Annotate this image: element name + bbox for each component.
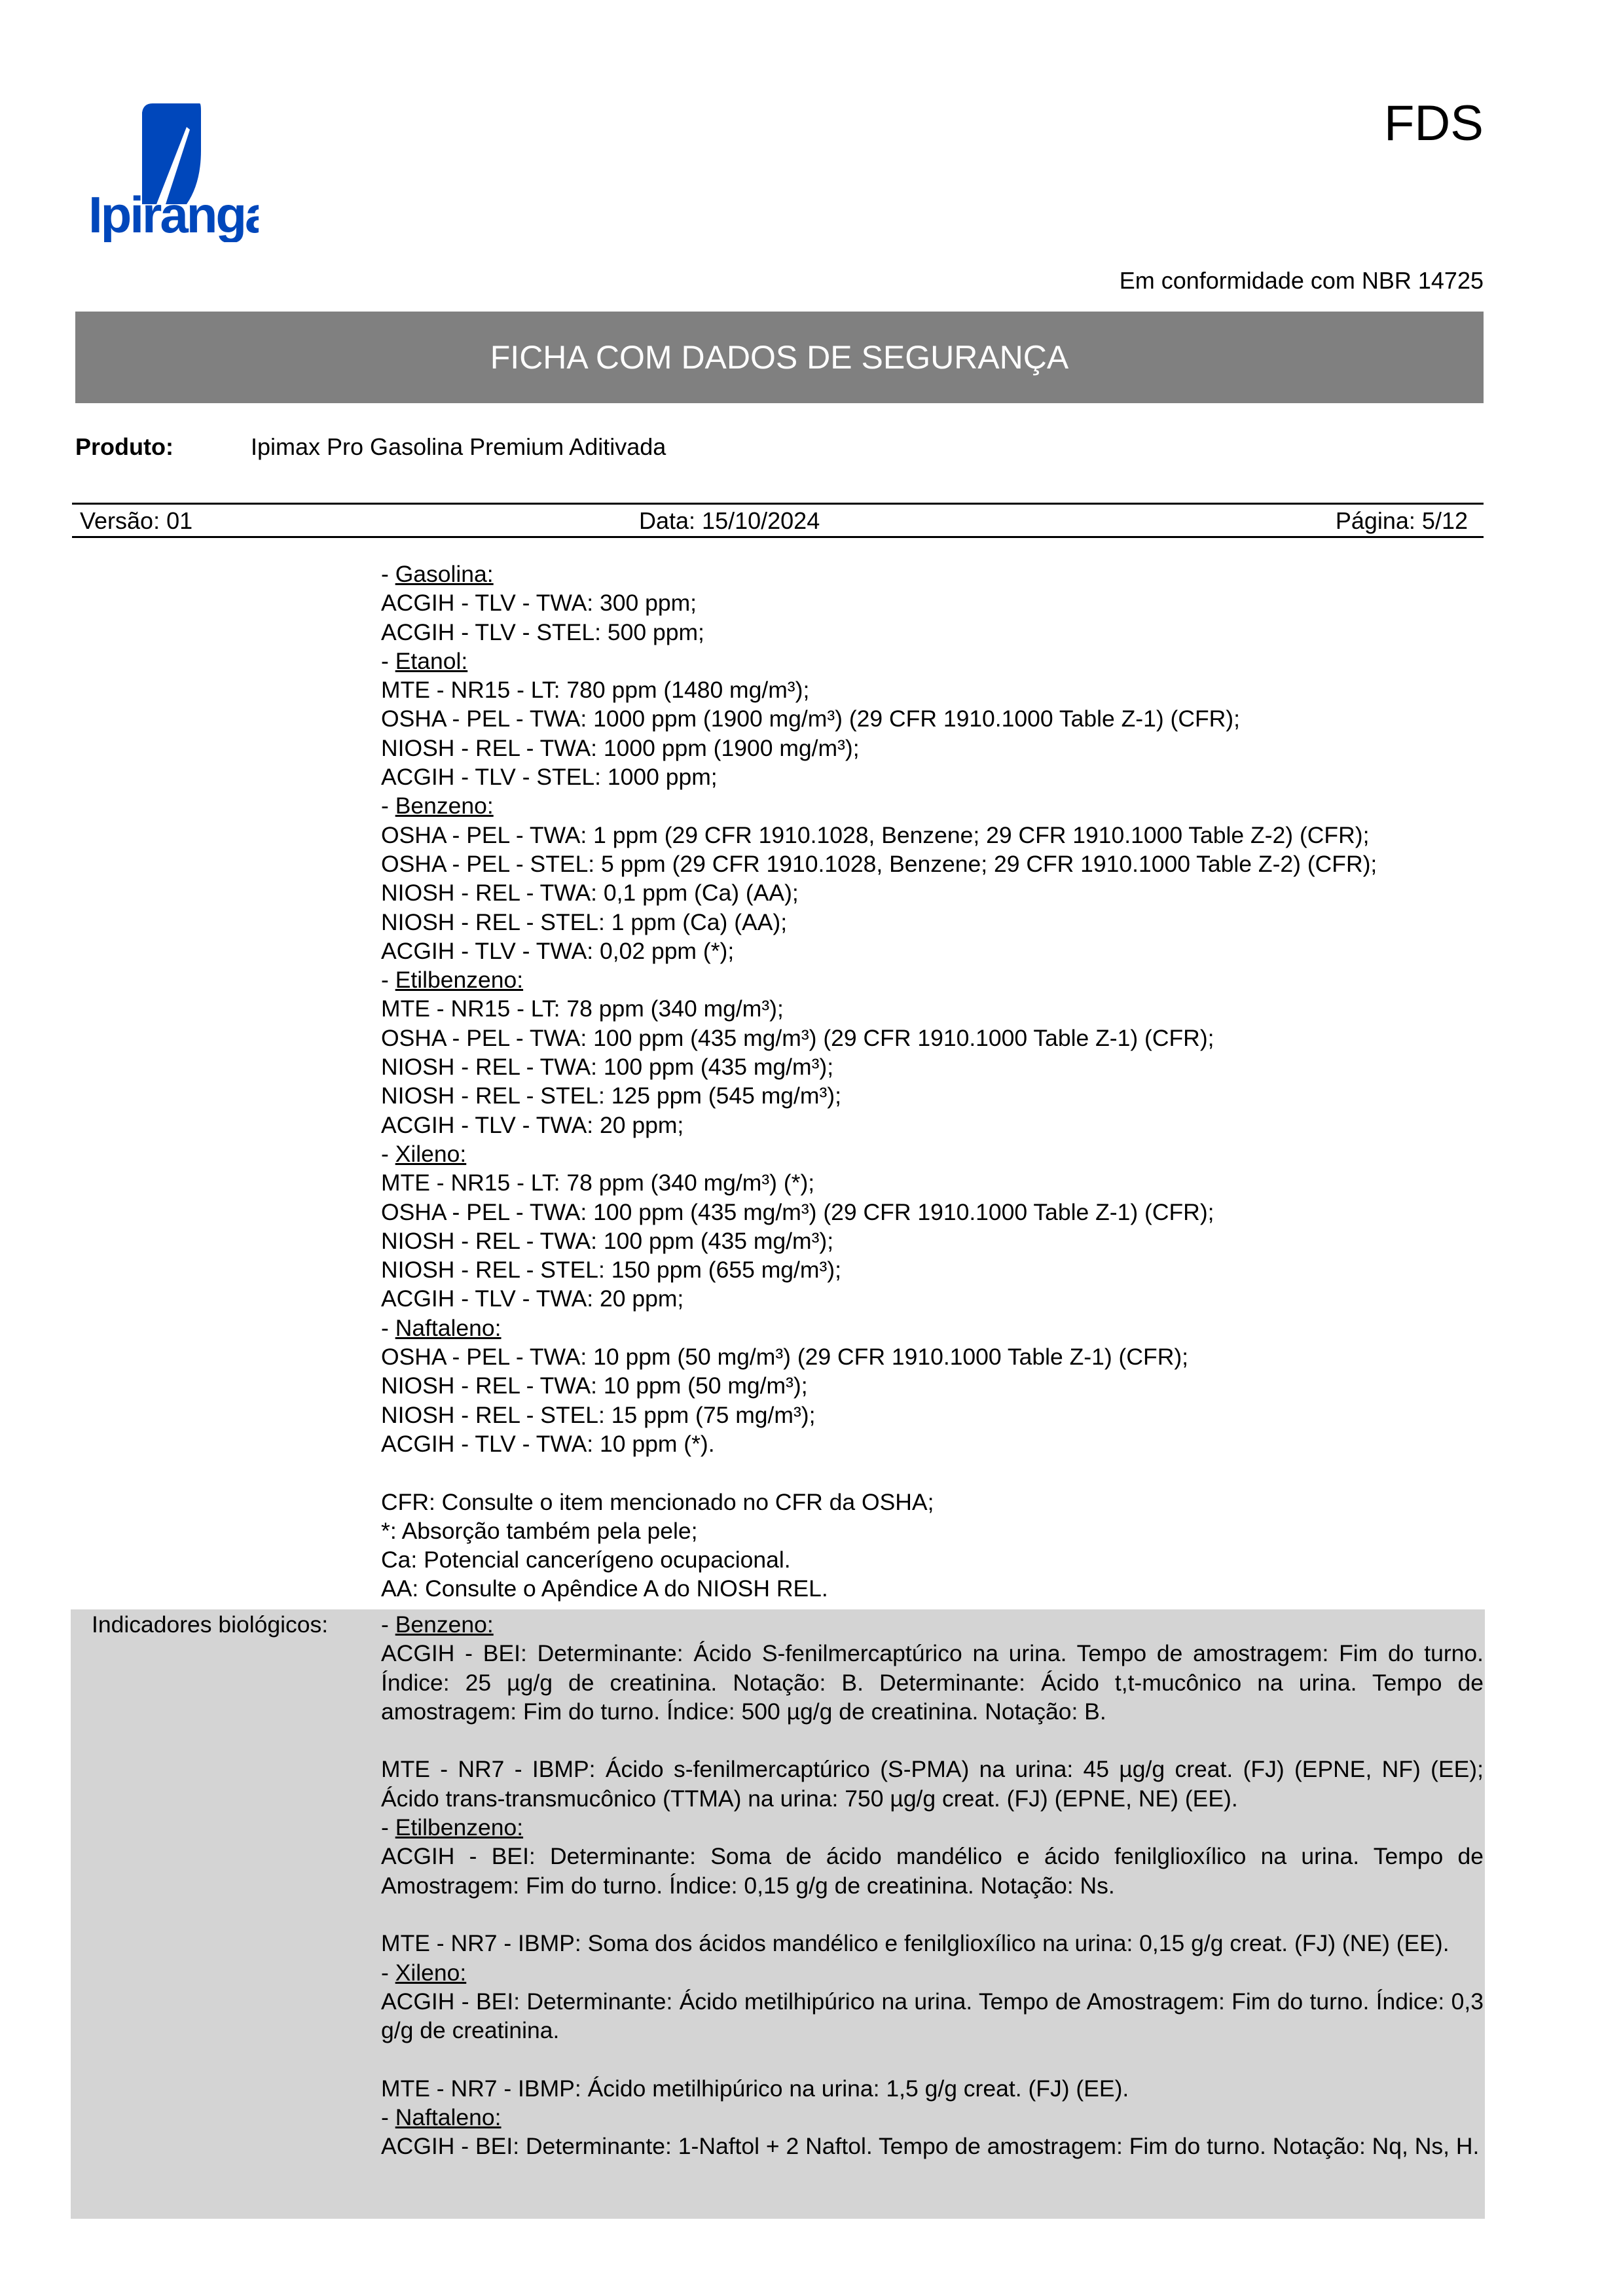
spacer — [381, 1458, 1484, 1487]
bio-paragraph: ACGIH - BEI: Determinante: Ácido S-fenilmercaptúrico na urina. Tempo de amostragem: Fim do turno. Índice: 25 µg/g de creatinina. Notação: B. Determinante: Ácido t,t-mucônico na urina. Tempo de amostragem: Fim do turno. Índice: 500 µg/g de creatinina. Notação: B. — [381, 1640, 1484, 1725]
limit-line: MTE - NR15 - LT: 780 ppm (1480 mg/m³); — [381, 677, 810, 704]
note-line: CFR: Consulte o item mencionado no CFR da OSHA; — [381, 1488, 934, 1515]
limit-line: NIOSH - REL - TWA: 100 ppm (435 mg/m³); — [381, 1054, 834, 1081]
compliance-note: Em conformidade com NBR 14725 — [1119, 267, 1484, 294]
spacer — [381, 1900, 1484, 1929]
spacer — [381, 2045, 1484, 2073]
limit-line: OSHA - PEL - TWA: 1000 ppm (1900 mg/m³) (29 CFR 1910.1000 Table Z-1) (CFR); — [381, 706, 1240, 732]
limit-line: NIOSH - REL - TWA: 0,1 ppm (Ca) (AA); — [381, 880, 799, 906]
limit-line: NIOSH - REL - TWA: 100 ppm (435 mg/m³); — [381, 1227, 834, 1254]
substance-heading: - Benzeno: — [381, 793, 494, 819]
substance-name: Benzeno: — [395, 793, 494, 819]
exposure-limits — [381, 560, 1484, 1604]
limit-line: ACGIH - TLV - TWA: 300 ppm; — [381, 590, 697, 617]
substance-name: Naftaleno: — [395, 1314, 501, 1341]
date: Data: 15/10/2024 — [639, 507, 820, 534]
limit-line: ACGIH - TLV - STEL: 1000 ppm; — [381, 764, 718, 791]
limit-line: OSHA - PEL - STEL: 5 ppm (29 CFR 1910.1028, Benzene; 29 CFR 1910.1000 Table Z-2) (CFR); — [381, 850, 1377, 877]
limit-line: OSHA - PEL - TWA: 100 ppm (435 mg/m³) (29 CFR 1910.1000 Table Z-1) (CFR); — [381, 1024, 1214, 1051]
substance-name: Etilbenzeno: — [395, 967, 524, 994]
spacer — [381, 1726, 1484, 1755]
substance-name: Etanol: — [395, 647, 468, 674]
bio-paragraph: MTE - NR7 - IBMP: Soma dos ácidos mandélico e fenilglioxílico na urina: 0,15 g/g creat. (FJ) (NE) (EE). — [381, 1930, 1450, 1957]
banner-title: FICHA COM DADOS DE SEGURANÇA — [490, 339, 1069, 376]
svg-text:Ipiranga: Ipiranga — [88, 186, 259, 242]
bio-paragraph: MTE - NR7 - IBMP: Ácido s-fenilmercaptúrico (S-PMA) na urina: 45 µg/g creat. (FJ) (EPNE, NF) (EE); Ácido trans-transmucônico (TTMA) na urina: 750 µg/g creat. (FJ) (EPNE, NE) (EE). — [381, 1756, 1484, 1812]
substance-name: Xileno: — [395, 1140, 467, 1167]
ipiranga-logo — [88, 98, 259, 242]
biological-indicators — [381, 1610, 1484, 2161]
page-number: Página: 5/12 — [1335, 507, 1468, 534]
product-label: Produto: — [75, 433, 173, 460]
substance-heading: - Etilbenzeno: — [381, 967, 524, 994]
substance-name: Gasolina: — [395, 561, 494, 587]
substance-name: Etilbenzeno: — [395, 1814, 524, 1841]
bio-paragraph: ACGIH - BEI: Determinante: 1-Naftol + 2 Naftol. Tempo de amostragem: Fim do turno. Notação: Nq, Ns, H. — [381, 2133, 1480, 2160]
limit-line: NIOSH - REL - STEL: 15 ppm (75 mg/m³); — [381, 1401, 816, 1428]
substance-name: Xileno: — [395, 1959, 467, 1986]
limit-line: ACGIH - TLV - TWA: 0,02 ppm (*); — [381, 937, 735, 964]
limit-line: NIOSH - REL - TWA: 10 ppm (50 mg/m³); — [381, 1372, 808, 1399]
version: Versão: 01 — [80, 507, 193, 534]
bio-paragraph: MTE - NR7 - IBMP: Ácido metilhipúrico na urina: 1,5 g/g creat. (FJ) (EE). — [381, 2075, 1129, 2102]
limit-line: OSHA - PEL - TWA: 10 ppm (50 mg/m³) (29 CFR 1910.1000 Table Z-1) (CFR); — [381, 1344, 1189, 1371]
limit-line: MTE - NR15 - LT: 78 ppm (340 mg/m³) (*); — [381, 1170, 815, 1196]
note-line: Ca: Potencial cancerígeno ocupacional. — [381, 1547, 791, 1573]
substance-heading: - Etilbenzeno: — [381, 1814, 524, 1841]
substance-heading: - Gasolina: — [381, 561, 494, 587]
substance-heading: - Benzeno: — [381, 1611, 494, 1638]
substance-heading: - Xileno: — [381, 1140, 467, 1167]
bio-label: Indicadores biológicos: — [92, 1611, 329, 1638]
bio-paragraph: ACGIH - BEI: Determinante: Soma de ácido mandélico e ácido fenilglioxílico na urina. Tempo de Amostragem: Fim do turno. Índice: 0,15 g/g de creatinina. Notação: Ns. — [381, 1843, 1484, 1899]
limit-line: NIOSH - REL - STEL: 125 ppm (545 mg/m³); — [381, 1083, 841, 1109]
substance-heading: - Naftaleno: — [381, 2104, 501, 2131]
bio-paragraph: ACGIH - BEI: Determinante: Ácido metilhipúrico na urina. Tempo de Amostragem: Fim do turno. Índice: 0,3 g/g de creatinina. — [381, 1988, 1484, 2044]
document-code: FDS — [1384, 96, 1484, 151]
product-value: Ipimax Pro Gasolina Premium Aditivada — [251, 433, 666, 460]
substance-heading: - Xileno: — [381, 1959, 467, 1986]
limit-line: ACGIH - TLV - TWA: 20 ppm; — [381, 1285, 684, 1312]
note-line: *: Absorção também pela pele; — [381, 1517, 698, 1544]
substance-heading: - Etanol: — [381, 647, 468, 674]
substance-name: Naftaleno: — [395, 2104, 501, 2131]
limit-line: ACGIH - TLV - STEL: 500 ppm; — [381, 619, 704, 645]
limit-line: OSHA - PEL - TWA: 1 ppm (29 CFR 1910.1028, Benzene; 29 CFR 1910.1000 Table Z-2) (CFR); — [381, 821, 1370, 848]
limit-line: NIOSH - REL - STEL: 150 ppm (655 mg/m³); — [381, 1257, 841, 1283]
substance-heading: - Naftaleno: — [381, 1314, 501, 1341]
limit-line: ACGIH - TLV - TWA: 10 ppm (*). — [381, 1430, 715, 1457]
limit-line: ACGIH - TLV - TWA: 20 ppm; — [381, 1111, 684, 1138]
substance-name: Benzeno: — [395, 1611, 494, 1638]
document-meta-bar — [72, 503, 1484, 538]
note-line: AA: Consulte o Apêndice A do NIOSH REL. — [381, 1575, 828, 1602]
title-banner — [75, 312, 1484, 403]
limit-line: NIOSH - REL - STEL: 1 ppm (Ca) (AA); — [381, 908, 788, 935]
limit-line: NIOSH - REL - TWA: 1000 ppm (1900 mg/m³); — [381, 734, 860, 761]
limit-line: OSHA - PEL - TWA: 100 ppm (435 mg/m³) (29 CFR 1910.1000 Table Z-1) (CFR); — [381, 1198, 1214, 1225]
limit-line: MTE - NR15 - LT: 78 ppm (340 mg/m³); — [381, 996, 784, 1022]
